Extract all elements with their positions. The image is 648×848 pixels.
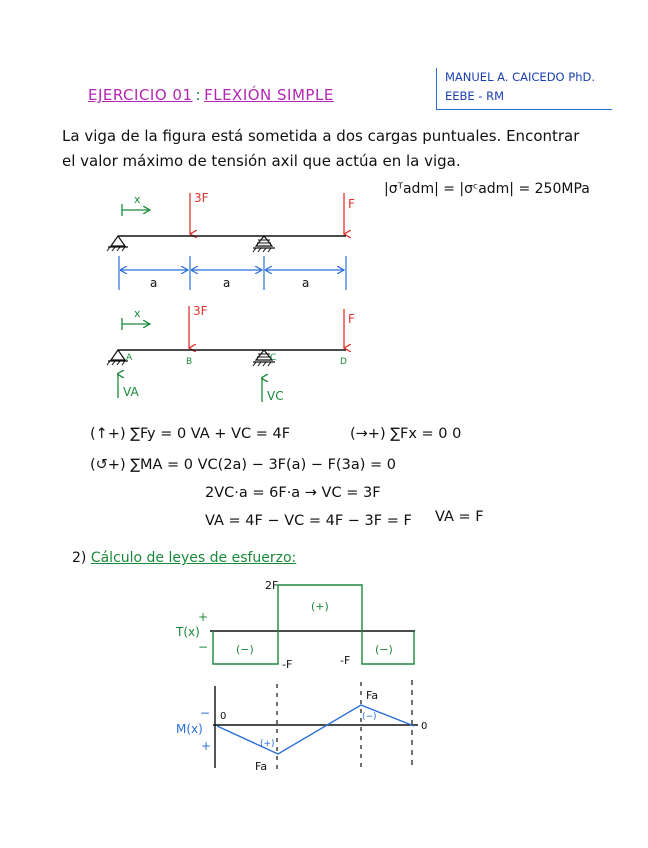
shear-top-value: 2F	[265, 579, 279, 592]
moment-minus-sign: −	[200, 706, 211, 720]
statement-line-1: La viga de la figura está sometida a dos cargas puntuales. Encontrar	[62, 127, 580, 145]
exercise-topic: FLEXIÓN SIMPLE	[204, 86, 334, 104]
beam-diagram-2	[107, 304, 355, 403]
shear-seg2-sign: (+)	[311, 600, 329, 613]
span-label-3: a	[302, 276, 310, 290]
x-label-1: x	[134, 193, 141, 206]
span-label-1: a	[150, 276, 158, 290]
equation-sum-ma: (↺+) ∑MA = 0 VC(2a) − 3F(a) − F(3a) = 0	[90, 457, 396, 473]
shear-axis-label: T(x)	[176, 625, 200, 639]
reaction-a-label: VA	[123, 385, 139, 399]
pin-support-a-2	[107, 350, 128, 365]
statement-line-2: el valor máximo de tensión axil que actúa en la viga.	[62, 152, 461, 170]
moment-zero-left: 0	[220, 711, 227, 722]
roller-support-c-1	[253, 236, 275, 252]
moment-neg-sign: (−)	[362, 712, 377, 722]
shear-right-value: -F	[340, 654, 351, 667]
shear-diagram	[175, 579, 415, 671]
point-c-label: C	[270, 353, 277, 363]
equation-sum-fy: (↑+) ∑Fy = 0 VA + VC = 4F	[90, 426, 291, 442]
equation-solve-va: VA = 4F − VC = 4F − 3F = F	[205, 513, 412, 529]
shear-left-value: -F	[282, 658, 293, 671]
moment-plus-sign: +	[201, 739, 212, 753]
section-2-heading	[72, 550, 296, 566]
equation-result-va: VA = F	[435, 509, 484, 525]
title-separator: :	[195, 86, 202, 104]
author-name: MANUEL A. CAICEDO PhD.	[445, 70, 595, 84]
reaction-c-label: VC	[267, 389, 284, 403]
load-f-label-1: F	[348, 197, 355, 211]
moment-axis-label: M(x)	[176, 722, 203, 736]
moment-diagram	[176, 680, 427, 773]
allowable-stress: |σᵀadm| = |σᶜadm| = 250MPa	[384, 181, 590, 197]
point-a-label: A	[126, 353, 133, 363]
author-institution: EEBE - RM	[445, 89, 505, 103]
load-3f-label-2: 3F	[193, 304, 208, 318]
shear-seg1-sign: (−)	[236, 643, 254, 656]
shear-seg3-sign: (−)	[375, 643, 393, 656]
section-2-title: Cálculo de leyes de esfuerzo:	[90, 550, 297, 566]
moment-curve	[217, 705, 414, 754]
exercise-number: EJERCICIO 01	[88, 86, 193, 104]
shear-plus-sign: +	[198, 610, 209, 624]
section-2-number: 2)	[72, 550, 87, 566]
span-label-2: a	[223, 276, 231, 290]
load-3f-label-1: 3F	[194, 191, 209, 205]
x-label-2: x	[134, 307, 141, 320]
equation-solve-vc: 2VC·a = 6F·a → VC = 3F	[205, 485, 381, 501]
shear-minus-sign: −	[198, 640, 209, 654]
load-f-label-2: F	[348, 312, 355, 326]
point-d-label: D	[340, 357, 347, 367]
moment-zero-right: 0	[421, 721, 428, 732]
equation-sum-fx: (→+) ∑Fx = 0 0	[350, 426, 462, 442]
pin-support-a-1	[107, 236, 128, 251]
moment-peak-neg-value: Fa	[366, 689, 379, 702]
beam-diagram-1	[107, 191, 355, 290]
moment-peak-pos-value: Fa	[255, 760, 268, 773]
moment-pos-sign: (+)	[260, 739, 275, 749]
point-b-label: B	[186, 357, 193, 367]
